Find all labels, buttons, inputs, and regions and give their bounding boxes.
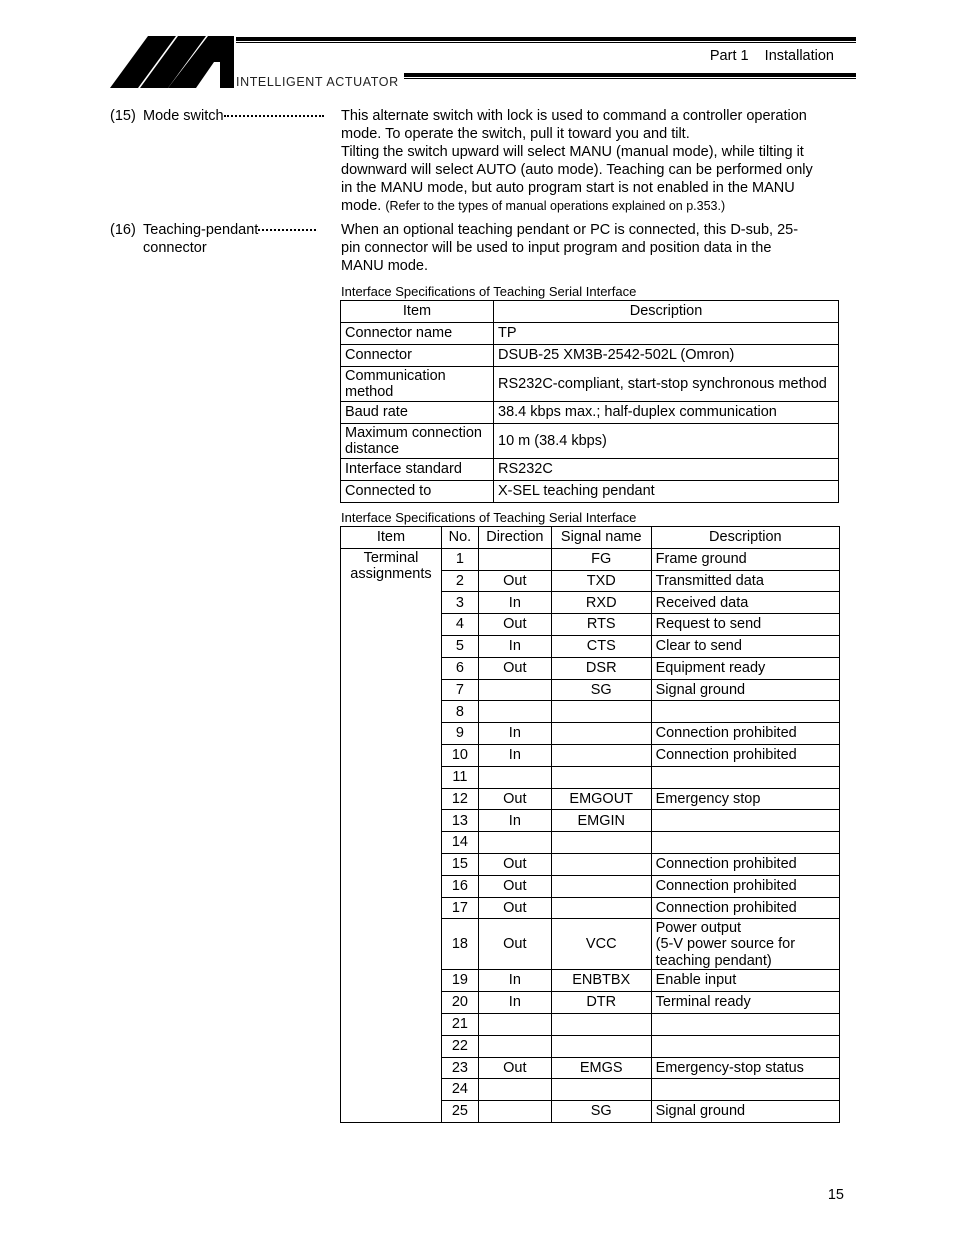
direction-cell [478,701,551,723]
pin-number-cell: 24 [441,1079,478,1101]
col-header-description: Description [494,301,839,323]
pin-number-cell: 14 [441,832,478,854]
direction-cell [478,1013,551,1035]
section-title-cont: connector [143,240,207,256]
signal-name-cell [551,701,651,723]
desc-cell: Power output (5-V power source for teaching pendant) [651,919,839,970]
page-number: 15 [827,1187,844,1203]
direction-cell: In [478,635,551,657]
pin-number-cell: 25 [441,1101,478,1123]
pin-number-cell: 15 [441,853,478,875]
direction-cell: Out [478,919,551,970]
direction-cell [478,832,551,854]
desc-cell: Enable input [651,970,839,992]
signal-name-cell [551,897,651,919]
signal-name-cell [551,853,651,875]
section-number: (16) [110,222,136,238]
desc-cell: DSUB-25 XM3B-2542-502L (Omron) [494,345,839,367]
item-cell: Connector [341,345,494,367]
table2-caption: Interface Specifications of Teaching Serial Interface [341,510,637,525]
item-cell: Baud rate [341,402,494,424]
desc-cell: Emergency-stop status [651,1057,839,1079]
header-rule-thin [236,42,856,43]
section-16-body [341,221,856,275]
body-line: Tilting the switch upward will select MANU (manual mode), while tilting it [341,144,804,160]
item-cell: Interface standard [341,459,494,481]
table1-caption: Interface Specifications of Teaching Serial Interface [341,284,637,299]
signal-name-cell: RXD [551,592,651,614]
body-line: MANU mode. [341,258,429,274]
desc-cell: RS232C [494,459,839,481]
reference-note: (Refer to the types of manual operations explained on p.353.) [385,199,726,213]
col-header-item: Item [341,301,494,323]
pin-number-cell: 12 [441,788,478,810]
signal-name-cell: SG [551,679,651,701]
desc-cell [651,1013,839,1035]
body-line: This alternate switch with lock is used to command a controller operation [341,108,807,124]
pin-number-cell: 2 [441,570,478,592]
signal-name-cell: EMGOUT [551,788,651,810]
signal-name-cell: TXD [551,570,651,592]
desc-cell: Received data [651,592,839,614]
section-title: Mode switch [143,108,224,124]
terminal-assignment-table [340,526,840,1123]
desc-cell: Emergency stop [651,788,839,810]
direction-cell: Out [478,1057,551,1079]
desc-cell: RS232C-compliant, start-stop synchronous method [494,367,839,402]
desc-cell: 38.4 kbps max.; half-duplex communication [494,402,839,424]
signal-name-cell [551,1035,651,1057]
iai-logo-icon [110,36,236,88]
pin-number-cell: 8 [441,701,478,723]
item-cell: Terminal assignments [341,548,442,1122]
pin-number-cell: 5 [441,635,478,657]
direction-cell: Out [478,614,551,636]
section-15-label [110,107,335,125]
direction-cell: In [478,970,551,992]
desc-cell: Signal ground [651,679,839,701]
signal-name-cell [551,1079,651,1101]
signal-name-cell [551,832,651,854]
desc-cell [651,810,839,832]
pin-number-cell: 3 [441,592,478,614]
pin-number-cell: 4 [441,614,478,636]
desc-cell: Signal ground [651,1101,839,1123]
desc-cell [651,1079,839,1101]
direction-cell: Out [478,875,551,897]
direction-cell: Out [478,853,551,875]
table-row [341,323,839,345]
desc-cell: Equipment ready [651,657,839,679]
pin-number-cell: 11 [441,766,478,788]
section-15-body [341,107,856,215]
part-label: Part 1 Installation [709,48,834,64]
signal-name-cell: CTS [551,635,651,657]
table-row [341,459,839,481]
header-rule-lower-thin [404,78,856,79]
col-header-direction: Direction [478,527,551,549]
item-cell: Communication method [341,367,494,402]
pin-number-cell: 13 [441,810,478,832]
signal-name-cell: FG [551,548,651,570]
body-line: When an optional teaching pendant or PC is connected, this D-sub, 25- [341,222,799,238]
section-title: Teaching-pendant [143,222,259,238]
desc-cell [651,1035,839,1057]
pin-number-cell: 18 [441,919,478,970]
direction-cell [478,1079,551,1101]
desc-cell: Connection prohibited [651,853,839,875]
item-cell: Maximum connection distance [341,424,494,459]
pin-number-cell: 1 [441,548,478,570]
desc-cell: Connection prohibited [651,723,839,745]
desc-cell: Request to send [651,614,839,636]
col-header-item: Item [341,527,442,549]
direction-cell: Out [478,657,551,679]
table-row [341,345,839,367]
signal-name-cell [551,723,651,745]
direction-cell: Out [478,788,551,810]
direction-cell [478,1035,551,1057]
body-line: mode. To operate the switch, pull it toward you and tilt. [341,126,690,142]
table-row [341,548,840,570]
desc-cell: Connection prohibited [651,897,839,919]
desc-cell: Transmitted data [651,570,839,592]
direction-cell: In [478,592,551,614]
table-row [341,402,839,424]
direction-cell [478,679,551,701]
desc-cell: Clear to send [651,635,839,657]
pin-number-cell: 23 [441,1057,478,1079]
section-number: (15) [110,108,136,124]
signal-name-cell [551,875,651,897]
col-header-description: Description [651,527,839,549]
col-header-no: No. [441,527,478,549]
table-row [341,367,839,402]
direction-cell [478,766,551,788]
direction-cell: Out [478,897,551,919]
direction-cell: In [478,723,551,745]
header-rule-lower [404,73,856,77]
pin-number-cell: 16 [441,875,478,897]
desc-cell: X-SEL teaching pendant [494,481,839,503]
direction-cell [478,548,551,570]
body-line: mode. [341,198,382,214]
direction-cell [478,1101,551,1123]
signal-name-cell [551,744,651,766]
interface-spec-table [340,300,839,503]
desc-cell: Connection prohibited [651,744,839,766]
desc-cell: Terminal ready [651,992,839,1014]
pin-number-cell: 6 [441,657,478,679]
pin-number-cell: 10 [441,744,478,766]
signal-name-cell: SG [551,1101,651,1123]
table-row [341,424,839,459]
body-line: in the MANU mode, but auto program start is not enabled in the MANU [341,180,795,196]
pin-number-cell: 20 [441,992,478,1014]
section-16-label [110,221,335,257]
signal-name-cell: DTR [551,992,651,1014]
signal-name-cell: RTS [551,614,651,636]
body-line: downward will select AUTO (auto mode). Teaching can be performed only [341,162,813,178]
desc-cell: Frame ground [651,548,839,570]
dot-leader [224,115,324,117]
pin-number-cell: 22 [441,1035,478,1057]
pin-number-cell: 9 [441,723,478,745]
direction-cell: Out [478,570,551,592]
signal-name-cell: EMGS [551,1057,651,1079]
pin-number-cell: 19 [441,970,478,992]
desc-cell: 10 m (38.4 kbps) [494,424,839,459]
direction-cell: In [478,810,551,832]
brand-text: INTELLIGENT ACTUATOR [236,75,399,89]
col-header-signal-name: Signal name [551,527,651,549]
signal-name-cell: ENBTBX [551,970,651,992]
desc-cell: TP [494,323,839,345]
signal-name-cell: DSR [551,657,651,679]
dot-leader [258,229,316,231]
direction-cell: In [478,992,551,1014]
body-line: pin connector will be used to input program and position data in the [341,240,772,256]
table-row [341,481,839,503]
signal-name-cell [551,766,651,788]
direction-cell: In [478,744,551,766]
signal-name-cell [551,1013,651,1035]
desc-cell: Connection prohibited [651,875,839,897]
pin-number-cell: 17 [441,897,478,919]
desc-cell [651,832,839,854]
pin-number-cell: 21 [441,1013,478,1035]
signal-name-cell: VCC [551,919,651,970]
desc-cell [651,766,839,788]
signal-name-cell: EMGIN [551,810,651,832]
header-rule [236,37,856,41]
pin-number-cell: 7 [441,679,478,701]
desc-cell [651,701,839,723]
item-cell: Connector name [341,323,494,345]
item-cell: Connected to [341,481,494,503]
